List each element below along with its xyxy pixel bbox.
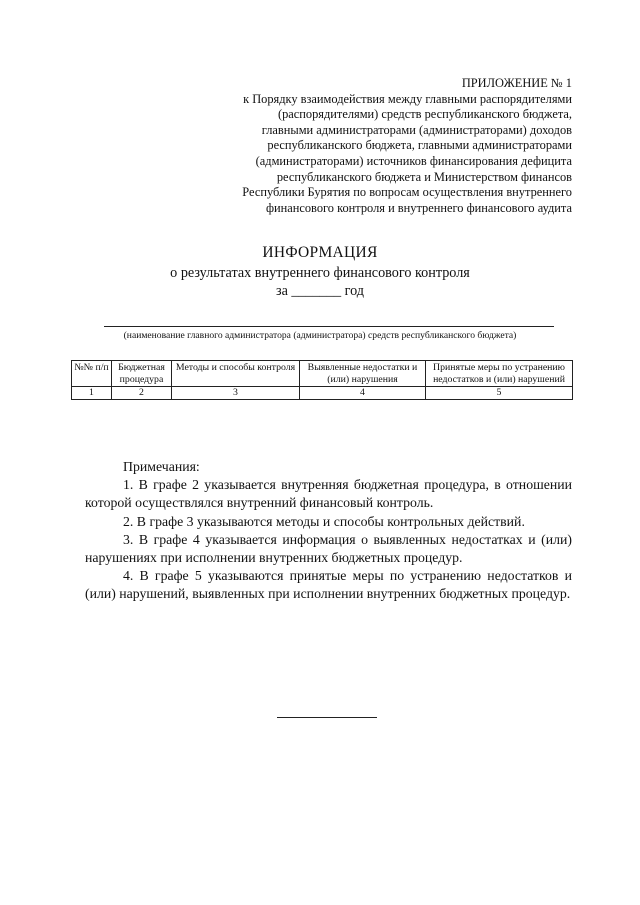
annex-basis-line: (администраторами) источников финансирования дефицита [255, 153, 572, 168]
annex-title: ПРИЛОЖЕНИЕ № 1 [461, 76, 572, 90]
column-header-deficiencies: Выявленные недостатки и (или) нарушения [300, 361, 426, 387]
annex-basis-line: Республики Бурятия по вопросам осуществления внутреннего [242, 185, 572, 200]
annex-basis-line: финансового контроля и внутреннего финансового аудита [265, 200, 572, 215]
annex-basis-line: республиканского бюджета и Министерством финансов [276, 169, 572, 184]
closing-line [277, 717, 377, 718]
results-table [71, 360, 573, 400]
column-header-methods: Методы и способы контроля [172, 361, 300, 387]
table-header-row [72, 361, 573, 387]
notes-section [85, 458, 572, 604]
document-subtitle: о результатах внутреннего финансового контроля [170, 265, 470, 281]
annex-basis-line: к Порядку взаимодействия между главными распорядителями [243, 91, 572, 106]
reporting-period: за _______ год [275, 283, 365, 299]
column-number: 1 [72, 387, 112, 400]
note-item: 1. В графе 2 указывается внутренняя бюджетная процедура, в отношении которой осуществлялся внутренний финансовый контроль. [85, 477, 572, 511]
column-number: 3 [172, 387, 300, 400]
administrator-name-line [104, 326, 554, 327]
note-item: 4. В графе 5 указываются принятые меры по устранению недостатков и (или) нарушений, выявленных при исполнении внутренних бюджетных процедур. [85, 568, 572, 602]
annex-basis-line: (распорядителями) средств республиканского бюджета, [277, 107, 572, 122]
note-item: 3. В графе 4 указывается информация о выявленных недостатках и (или) нарушениях при исполнении внутренних бюджетных процедур. [85, 531, 572, 566]
column-number: 2 [112, 387, 172, 400]
column-header-measures: Принятые меры по устранению недостатков и (или) нарушений [426, 361, 573, 387]
notes-title: Примечания: [123, 459, 200, 474]
column-number: 4 [300, 387, 426, 400]
annex-basis-line: главными администраторами (администраторами) доходов [261, 122, 572, 137]
document-title: ИНФОРМАЦИЯ [262, 244, 378, 261]
column-number: 5 [426, 387, 573, 400]
annex-header [192, 76, 572, 216]
table-column-number-row [72, 387, 573, 400]
column-header-procedure: Бюджетная процедура [112, 361, 172, 387]
column-header-number: №№ п/п [72, 361, 112, 387]
administrator-name-caption: (наименование главного администратора (администратора) средств республиканского бюджета) [123, 330, 517, 341]
note-item: 2. В графе 3 указываются методы и способы контрольных действий. [123, 513, 525, 529]
annex-basis-line: республиканского бюджета, главными администраторами [267, 138, 572, 153]
